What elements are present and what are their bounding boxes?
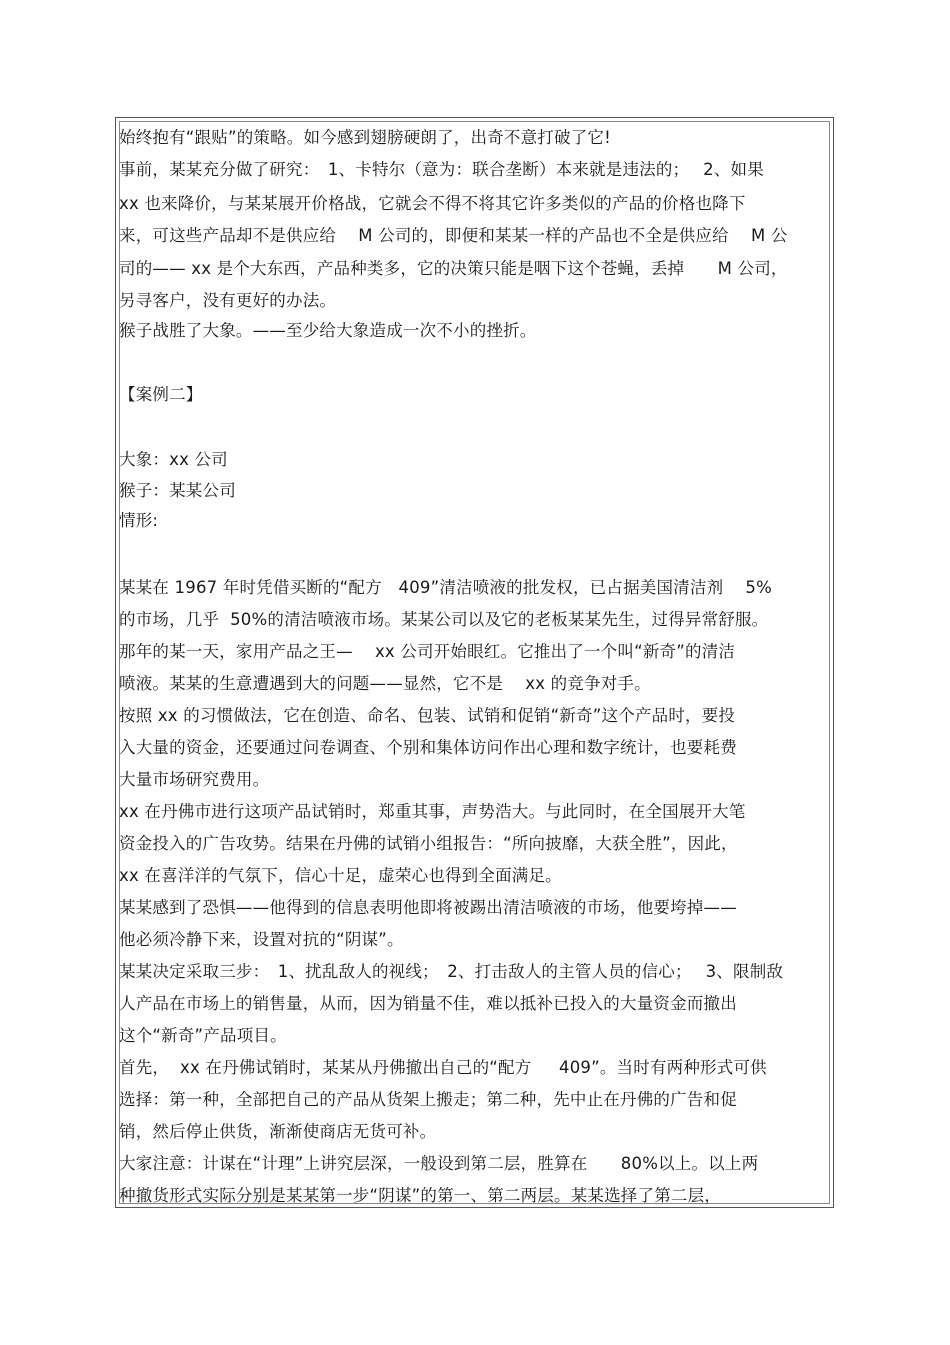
text-line: xx 在喜洋洋的气氛下，信心十足，虚荣心也得到全面满足。 <box>119 866 562 885</box>
text-line: 首先， xx 在丹佛试销时，某某从丹佛撤出自己的“配方 409”。当时有两种形式可供 <box>119 1058 767 1077</box>
text-line: 来，可这些产品却不是供应给 M 公司的，即便和某某一样的产品也不全是供应给 M 公 <box>119 226 788 245</box>
text-line: 始终抱有“跟贴”的策略。如今感到翅膀硬朗了，出奇不意打破了它! <box>119 128 611 147</box>
text-line: 大家注意：计谋在“计理”上讲究层深，一般设到第二层，胜算在 80%以上。以上两 <box>119 1154 759 1173</box>
text-line: 他必须冷静下来，设置对抗的“阴谋”。 <box>119 930 404 949</box>
text-line: 按照 xx 的习惯做法，它在创造、命名、包装、试销和促销“新奇”这个产品时，要投 <box>119 706 736 725</box>
text-line: 的市场，几乎 50%的清洁喷液市场。某某公司以及它的老板某某先生，过得异常舒服。 <box>119 610 769 629</box>
text-line: 司的—— xx 是个大东西，产品种类多，它的决策只能是咽下这个苍蝇，丢掉 M 公司， <box>119 259 788 278</box>
text-line: 另寻客户，没有更好的办法。 <box>119 291 337 310</box>
text-line: 选择：第一种，全部把自己的产品从货架上搬走；第二种，先中止在丹佛的广告和促 <box>119 1090 737 1109</box>
text-line: 人产品在市场上的销售量，从而，因为销量不佳，难以抵补已投入的大量资金而撤出 <box>119 994 737 1013</box>
text-line: 猴子：某某公司 <box>119 481 236 500</box>
text-line: xx 在丹佛市进行这项产品试销时，郑重其事，声势浩大。与此同时，在全国展开大笔 <box>119 802 746 821</box>
text-line: 大象：xx 公司 <box>119 450 228 469</box>
text-line: 某某感到了恐惧——他得到的信息表明他即将被踢出清洁喷液的市场，他要垮掉—— <box>119 898 737 917</box>
text-line: 事前，某某充分做了研究： 1、卡特尔（意为：联合垄断）本来就是违法的； 2、如果 <box>119 160 764 179</box>
text-line: 大量市场研究费用。 <box>119 770 270 789</box>
case-heading: 【案例二】 <box>119 385 203 404</box>
text-line: 这个“新奇”产品项目。 <box>119 1026 287 1045</box>
text-line: 入大量的资金，还要通过问卷调查、个别和集体访问作出心理和数字统计，也要耗费 <box>119 738 737 757</box>
text-line: 销，然后停止供货，渐渐使商店无货可补。 <box>119 1122 437 1141</box>
text-line: xx 也来降价，与某某展开价格战，它就会不得不将其它许多类似的产品的价格也降下 <box>119 194 746 213</box>
text-line: 资金投入的广告攻势。结果在丹佛的试销小组报告：“所向披靡，大获全胜”，因此， <box>119 834 738 853</box>
text-line: 那年的某一天，家用产品之王— xx 公司开始眼红。它推出了一个叫“新奇”的清洁 <box>119 642 736 661</box>
text-line: 某某决定采取三步： 1、扰乱敌人的视线； 2、打击敌人的主管人员的信心； 3、限制敌 <box>119 962 784 981</box>
text-line: 喷液。某某的生意遭遇到大的问题——显然，它不是 xx 的竞争对手。 <box>119 674 651 693</box>
text-line: 种撤货形式实际分别是某某第一步“阴谋”的第一、第二两层。某某选择了第二层， <box>119 1186 721 1205</box>
text-line: 情形: <box>119 511 159 530</box>
text-line: 猴子战胜了大象。——至少给大象造成一次不小的挫折。 <box>119 321 537 340</box>
text-line: 某某在 1967 年时凭借买断的“配方 409”清洁喷液的批发权，已占据美国清洁剂 5% <box>119 578 772 597</box>
